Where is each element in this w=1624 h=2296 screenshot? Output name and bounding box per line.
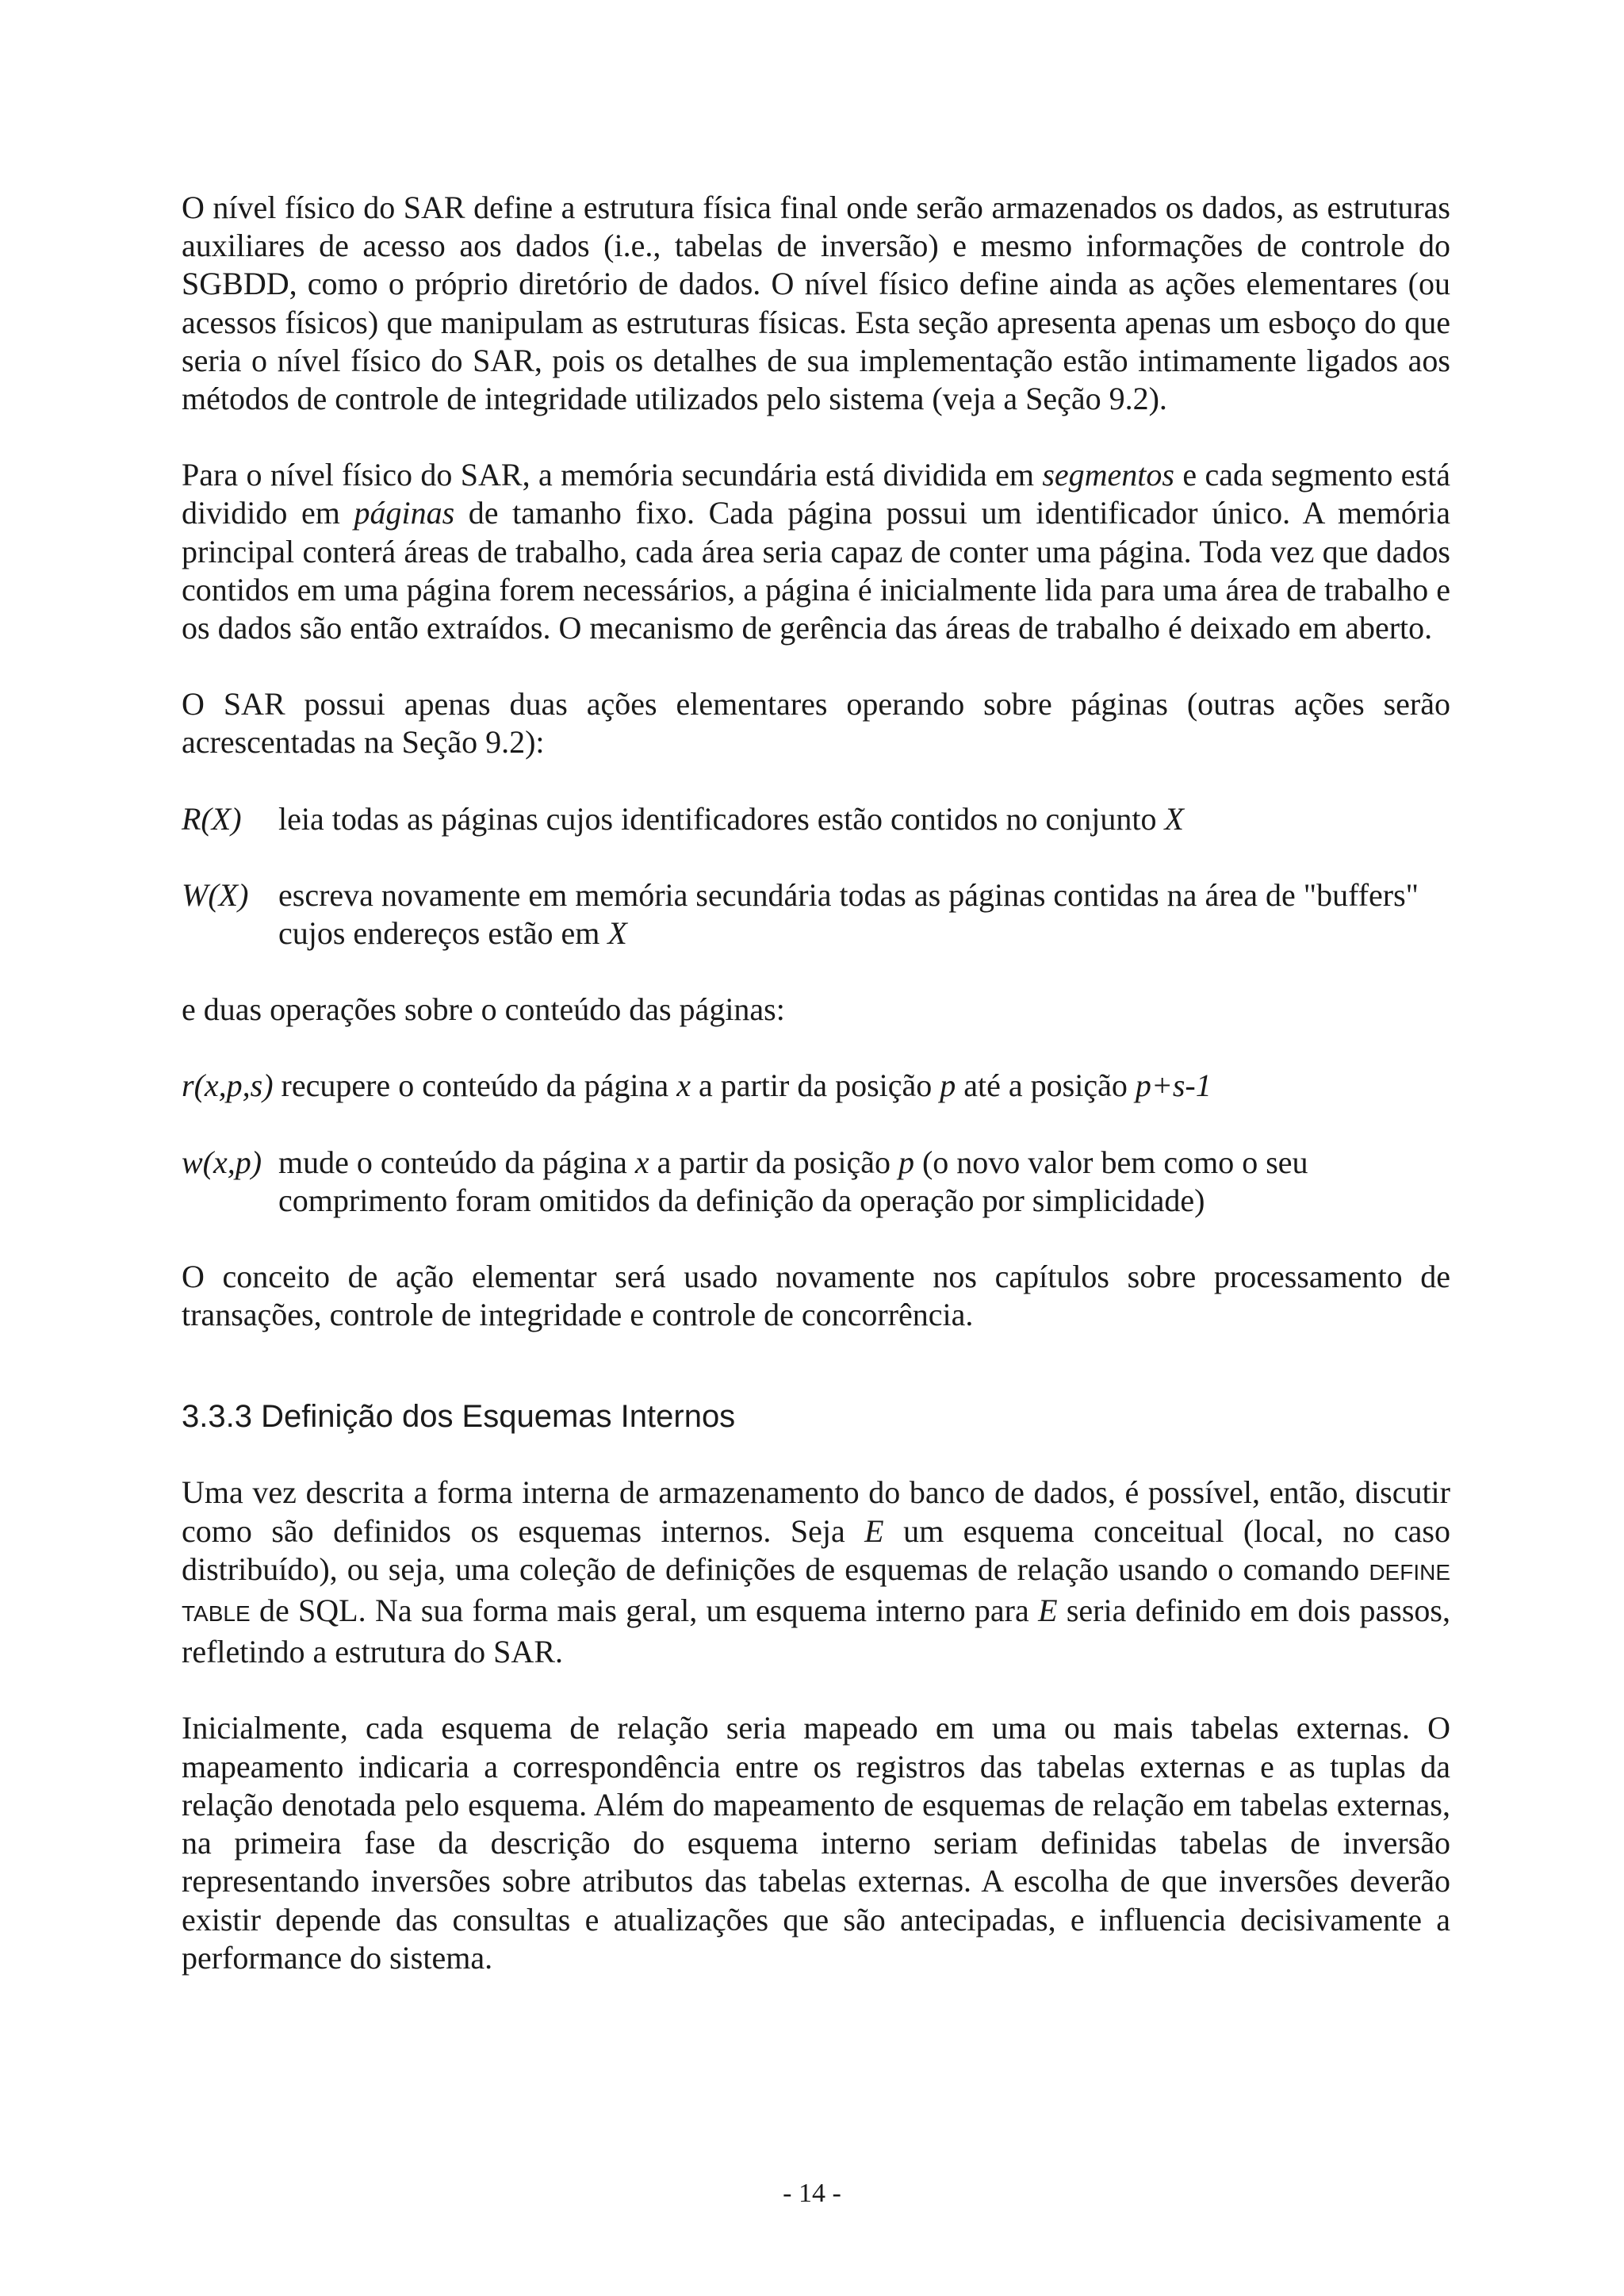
text-run: de tamanho fixo. Cada página possui um identificador único. A memória principal conterá áreas de trabalho, cada área seria capaz de conter uma página. Toda vez que dados contidos em uma página forem necessários, a página é inicialmente lida para uma área de trabalho e os dados são então extraídos. O mecanismo de gerência das áreas de trabalho é deixado em aberto. (182, 495, 1450, 646)
definition-write-operation (182, 1144, 1450, 1220)
text-run: (o novo valor bem como o seu comprimento foram omitidos da definição da operação por simplicidade) (278, 1144, 1308, 1218)
sql-command: DEFINE TABLE (182, 1559, 1450, 1627)
operation-term: w(x,p) (182, 1144, 262, 1180)
action-term: W(X) (182, 876, 249, 913)
text-run: até a posição (956, 1068, 1136, 1104)
action-term: R(X) (182, 800, 242, 837)
paragraph-mapping: Inicialmente, cada esquema de relação seria mapeado em uma ou mais tabelas externas. O mapeamento indicaria a correspondência entre os registros das tabelas externas e as tuplas da relação denotada pelo esquema. Além do mapeamento de esquemas de relação em tabelas externas, na primeira fase da descrição do esquema interno seriam definidas tabelas de inversão representando inversões sobre atributos das tabelas externas. A escolha de que inversões deverão existir depende das consultas e atualizações que são antecipadas, e influencia decisivamente a performance do sistema. (182, 1710, 1450, 1976)
variable: p+s-1 (1135, 1068, 1212, 1104)
section-heading: 3.3.3 Definição dos Esquemas Internos (182, 1399, 736, 1435)
text-run: recupere o conteúdo da página (281, 1068, 677, 1104)
action-definitions (182, 800, 1450, 953)
paragraph-secondary-memory (182, 456, 1450, 647)
operation-definitions (182, 1067, 1450, 1220)
variable: p (940, 1068, 956, 1104)
paragraph-physical-level: O nível físico do SAR define a estrutura física final onde serão armazenados os dados, as estruturas auxiliares de acesso aos dados (i.e., tabelas de inversão) e mesmo informações de controle do SGBDD, como o próprio diretório de dados. O nível físico define ainda as ações elementares (ou acessos físicos) que manipulam as estruturas físicas. Esta seção apresenta apenas um esboço do que seria o nível físico do SAR, pois os detalhes de sua implementação estão intimamente ligados aos métodos de controle de integridade utilizados pelo sistema (veja a Seção 9.2). (182, 190, 1450, 417)
variable: E (864, 1512, 884, 1549)
text-run: a partir da posição (649, 1144, 898, 1180)
text-run: seria definido em dois passos, refletindo a estrutura do SAR. (182, 1593, 1451, 1670)
paragraph-elementary-actions: O SAR possui apenas duas ações elementares operando sobre páginas (outras ações serão acrescentadas na Seção 9.2): (182, 686, 1450, 761)
text-run: escreva novamente em memória secundária todas as páginas contidas na área de "buffers" cujos endereços estão em (278, 876, 1419, 952)
term-paginas: páginas (354, 495, 455, 531)
text-run: e cada segmento está dividido em (182, 457, 1450, 531)
action-description (278, 800, 1450, 838)
text-run: Uma vez descrita a forma interna de armazenamento do banco de dados, é possível, então, discutir como são definidos os esquemas internos. Seja (182, 1474, 1450, 1549)
paragraph-internal-schemas (182, 1474, 1450, 1671)
variable: p (898, 1144, 914, 1180)
operation-term: r(x,p,s) (182, 1068, 274, 1104)
definition-read-action (182, 800, 1450, 838)
page-number: - 14 - (783, 2179, 841, 2208)
variable: E (1038, 1593, 1058, 1629)
operation-description (278, 1144, 1450, 1220)
text-run: a partir da posição (690, 1068, 940, 1104)
variable: X (607, 915, 627, 952)
text-run: de SQL. Na sua forma mais geral, um esquema interno para (250, 1593, 1039, 1629)
text-run: mude o conteúdo da página (278, 1144, 635, 1180)
text-run: um esquema conceitual (local, no caso distribuído), ou seja, uma coleção de definições de esquemas de relação usando o comando (182, 1512, 1450, 1587)
text-run: leia todas as páginas cujos identificadores estão contidos no conjunto (278, 800, 1165, 837)
variable: X (1164, 800, 1184, 837)
definition-write-action (182, 876, 1450, 953)
operation-description (282, 1067, 1450, 1105)
term-segmentos: segmentos (1042, 457, 1174, 493)
paragraph-content-operations: e duas operações sobre o conteúdo das páginas: (182, 991, 785, 1028)
variable: x (634, 1144, 649, 1180)
document-page (182, 189, 1450, 1977)
paragraph-concept-reuse: O conceito de ação elementar será usado novamente nos capítulos sobre processamento de transações, controle de integridade e controle de concorrência. (182, 1259, 1450, 1333)
text-run: Para o nível físico do SAR, a memória secundária está dividida em (182, 457, 1043, 493)
variable: x (676, 1068, 691, 1104)
definition-read-operation (182, 1067, 1450, 1105)
action-description (278, 876, 1450, 953)
